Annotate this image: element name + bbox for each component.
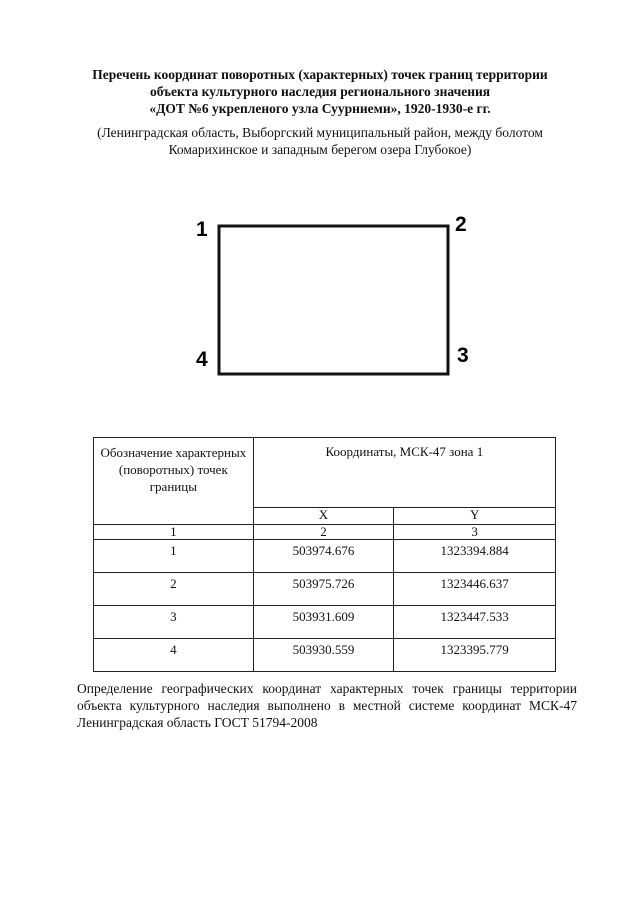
point-label-1: 1 [196,218,208,241]
point-number: 3 [94,606,254,639]
point-label-3: 3 [457,344,469,367]
column-number-1: 1 [94,525,254,540]
title-line-3: «ДОТ №6 укрепленого узла Суурниеми», 1920-1930-е гг. [149,101,491,116]
subtitle-line-1: (Ленинградская область, Выборгский муниципальный район, между болотом [97,125,543,140]
title-line-2: объекта культурного наследия регионального значения [149,84,491,99]
table-row [94,606,556,639]
point-number: 4 [94,639,254,672]
table-row [94,540,556,573]
column-number-3: 3 [394,525,556,540]
header-coordinates: Координаты, МСК-47 зона 1 [253,438,555,508]
header-points: Обозначение характерных (поворотных) точек границы [94,438,254,525]
x-value: 503930.559 [253,639,394,672]
point-label-2: 2 [455,213,467,236]
x-value: 503974.676 [253,540,394,573]
table-row [94,639,556,672]
boundary-rectangle [219,226,448,374]
point-number: 1 [94,540,254,573]
header-y: Y [394,508,556,525]
title-line-1: Перечень координат поворотных (характерных) точек границ территории [92,67,548,82]
point-label-4: 4 [196,348,208,371]
y-value: 1323395.779 [394,639,556,672]
y-value: 1323447.533 [394,606,556,639]
column-number-2: 2 [253,525,394,540]
coordinates-table [93,437,556,672]
header-x: X [253,508,394,525]
x-value: 503975.726 [253,573,394,606]
point-number: 2 [94,573,254,606]
y-value: 1323446.637 [394,573,556,606]
subtitle-line-2: Комарихинское и западным берегом озера Глубокое) [168,142,472,157]
x-value: 503931.609 [253,606,394,639]
table-row [94,573,556,606]
footnote-text: Определение географических координат характерных точек границы территории объекта культурного наследия выполнено в местной системе координат МСК-47 Ленинградская область ГОСТ 51794-2008 [77,681,577,730]
y-value: 1323394.884 [394,540,556,573]
